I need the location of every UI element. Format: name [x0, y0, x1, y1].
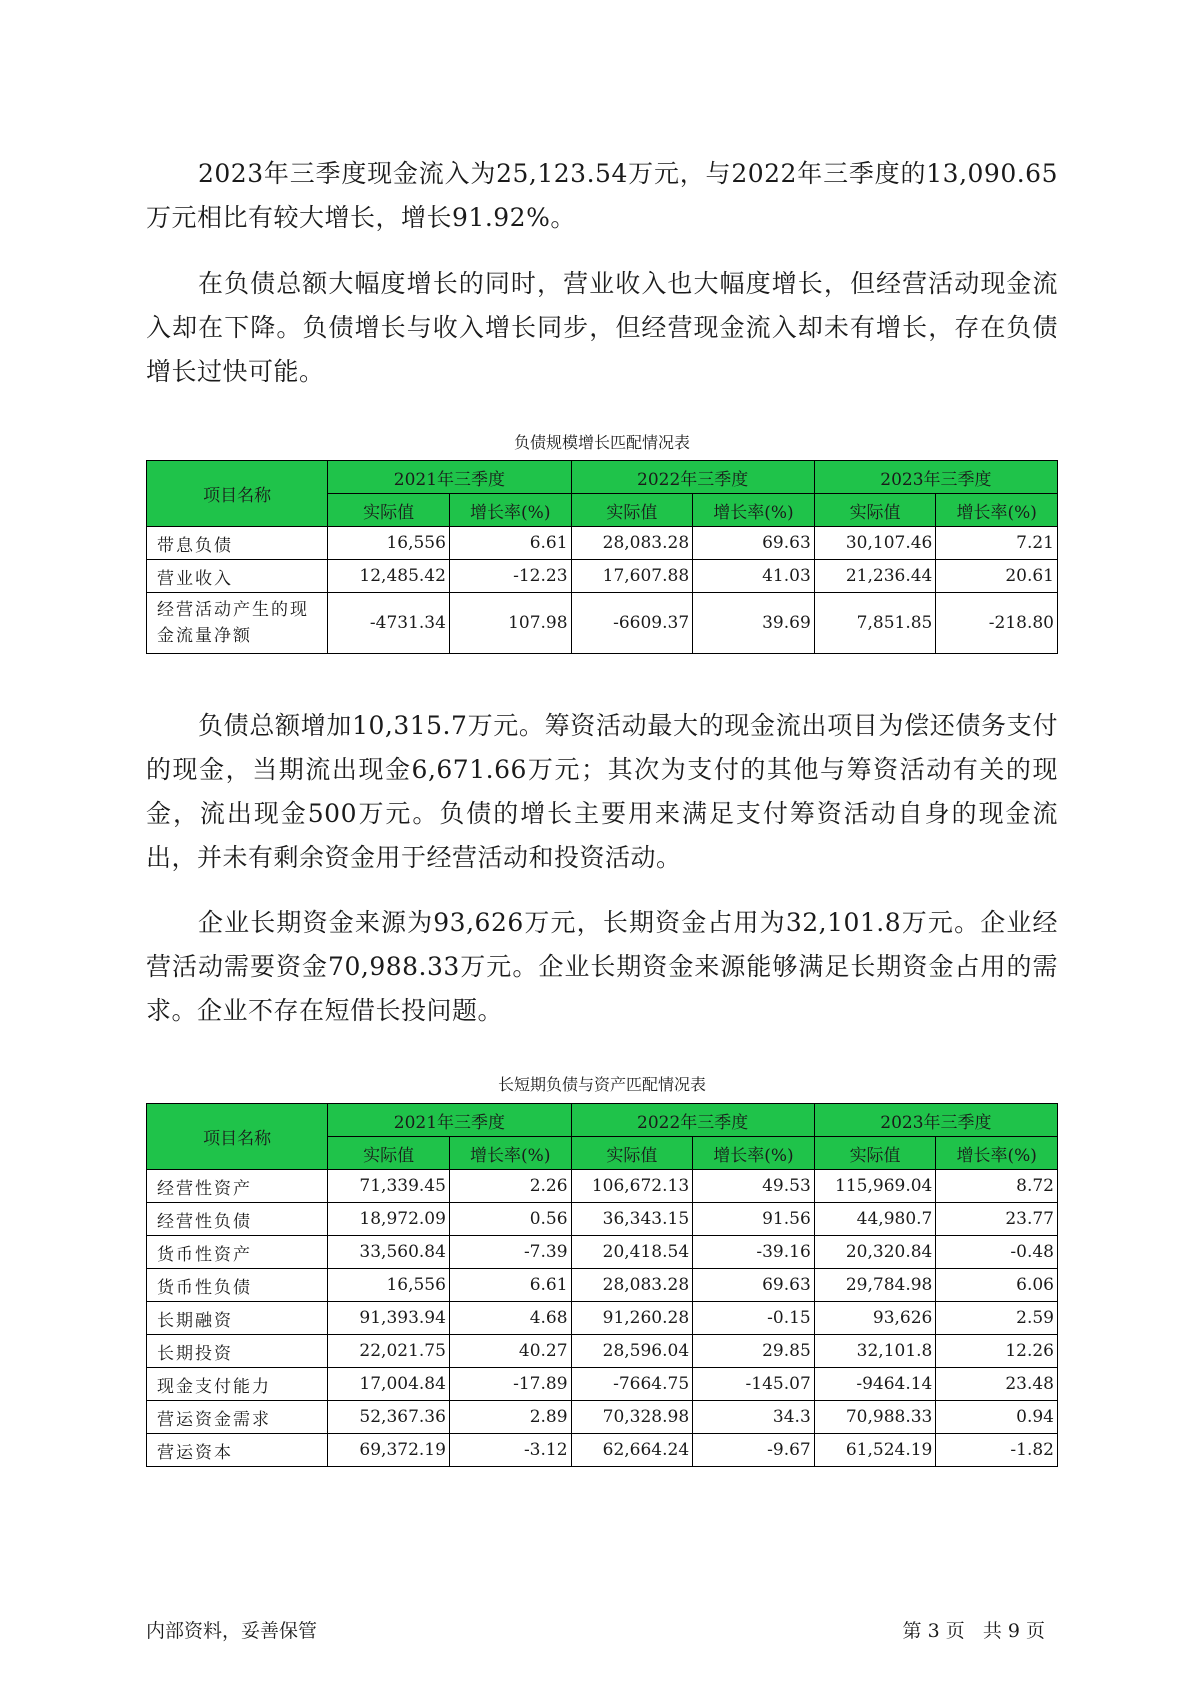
table-row [147, 1269, 1058, 1302]
row-label: 经营性资产 [147, 1170, 328, 1203]
row-label: 经营性负债 [147, 1203, 328, 1236]
actual-header: 实际值 [328, 1137, 450, 1170]
row-label: 长期投资 [147, 1335, 328, 1368]
table-cell: -0.15 [693, 1302, 815, 1335]
table-cell: 70,328.98 [571, 1401, 693, 1434]
table-row [147, 1335, 1058, 1368]
row-label: 营运资金需求 [147, 1401, 328, 1434]
table-row [147, 593, 1058, 654]
table-cell: -218.80 [936, 593, 1058, 654]
table-cell: 106,672.13 [571, 1170, 693, 1203]
table-cell: 16,556 [328, 527, 450, 560]
table-cell: 6.06 [936, 1269, 1058, 1302]
table-cell: 28,083.28 [571, 1269, 693, 1302]
table-cell: -6609.37 [571, 593, 693, 654]
table-cell: 20,418.54 [571, 1236, 693, 1269]
growth-header: 增长率(%) [693, 494, 815, 527]
paragraph-debt-growth: 在负债总额大幅度增长的同时，营业收入也大幅度增长，但经营活动现金流入却在下降。负债增长与收入增长同步，但经营现金流入却未有增长，存在负债增长过快可能。 [146, 269, 1058, 386]
row-label: 带息负债 [147, 527, 328, 560]
table-cell: 29.85 [693, 1335, 815, 1368]
table-cell: -4731.34 [328, 593, 450, 654]
period-header-2022: 2022年三季度 [571, 1104, 814, 1137]
table-cell: 69.63 [693, 1269, 815, 1302]
actual-header: 实际值 [814, 1137, 936, 1170]
table-cell: 8.72 [936, 1170, 1058, 1203]
table-cell: 29,784.98 [814, 1269, 936, 1302]
item-name-header: 项目名称 [147, 1104, 328, 1170]
table-cell: 69,372.19 [328, 1434, 450, 1467]
actual-header: 实际值 [571, 494, 693, 527]
table-cell: 23.77 [936, 1203, 1058, 1236]
table-cell: 7,851.85 [814, 593, 936, 654]
table-cell: 33,560.84 [328, 1236, 450, 1269]
table-cell: 21,236.44 [814, 560, 936, 593]
table-cell: 70,988.33 [814, 1401, 936, 1434]
table-cell: 7.21 [936, 527, 1058, 560]
table-cell: 18,972.09 [328, 1203, 450, 1236]
actual-header: 实际值 [814, 494, 936, 527]
table-cell: -9.67 [693, 1434, 815, 1467]
table-cell: 30,107.46 [814, 527, 936, 560]
table-cell: 6.61 [449, 1269, 571, 1302]
table-cell: 2.89 [449, 1401, 571, 1434]
table-cell: 36,343.15 [571, 1203, 693, 1236]
table2-caption: 长短期负债与资产匹配情况表 [497, 1075, 706, 1094]
table-cell: 12.26 [936, 1335, 1058, 1368]
table-cell: 49.53 [693, 1170, 815, 1203]
table-cell: -1.82 [936, 1434, 1058, 1467]
table-cell: -0.48 [936, 1236, 1058, 1269]
table-cell: 91,260.28 [571, 1302, 693, 1335]
paragraph-long-term-funds: 企业长期资金来源为93,626万元，长期资金占用为32,101.8万元。企业经营活动需要资金70,988.33万元。企业长期资金来源能够满足长期资金占用的需求。企业不存在短借长投问题。 [146, 908, 1058, 1025]
growth-header: 增长率(%) [449, 1137, 571, 1170]
table-cell: 69.63 [693, 527, 815, 560]
table-cell: -39.16 [693, 1236, 815, 1269]
period-header-2021: 2021年三季度 [328, 1104, 571, 1137]
period-header-2022: 2022年三季度 [571, 461, 814, 494]
table-cell: 23.48 [936, 1368, 1058, 1401]
table-row [147, 560, 1058, 593]
table-cell: -145.07 [693, 1368, 815, 1401]
table-cell: 61,524.19 [814, 1434, 936, 1467]
paragraph-debt-total: 负债总额增加10,315.7万元。筹资活动最大的现金流出项目为偿还债务支付的现金，当期流出现金6,671.66万元；其次为支付的其他与筹资活动有关的现金，流出现金500万元。负债的增长主要用来满足支付筹资活动自身的现金流出，并未有剩余资金用于经营活动和投资活动。 [146, 711, 1058, 872]
table-cell: 39.69 [693, 593, 815, 654]
period-header-2021: 2021年三季度 [328, 461, 571, 494]
table-cell: 32,101.8 [814, 1335, 936, 1368]
table-cell: 0.94 [936, 1401, 1058, 1434]
table-cell: 17,004.84 [328, 1368, 450, 1401]
table-cell: 4.68 [449, 1302, 571, 1335]
asset-liability-table [146, 1103, 1058, 1467]
growth-header: 增长率(%) [693, 1137, 815, 1170]
table-cell: 20.61 [936, 560, 1058, 593]
table-row [147, 1302, 1058, 1335]
table-cell: 28,596.04 [571, 1335, 693, 1368]
table-cell: 107.98 [449, 593, 571, 654]
table-cell: 2.26 [449, 1170, 571, 1203]
footer-page-number: 第 3 页 共 9 页 [902, 1620, 1045, 1642]
footer-confidential-note: 内部资料，妥善保管 [146, 1620, 318, 1642]
row-label: 营业收入 [147, 560, 328, 593]
table-cell: 2.59 [936, 1302, 1058, 1335]
debt-scale-table [146, 460, 1058, 654]
table-cell: -7.39 [449, 1236, 571, 1269]
table-cell: 6.61 [449, 527, 571, 560]
paragraph-cash-inflow: 2023年三季度现金流入为25,123.54万元，与2022年三季度的13,090.65万元相比有较大增长，增长91.92%。 [146, 159, 1058, 232]
table-row [147, 527, 1058, 560]
table-cell: 40.27 [449, 1335, 571, 1368]
table-row [147, 1401, 1058, 1434]
table-cell: 44,980.7 [814, 1203, 936, 1236]
actual-header: 实际值 [571, 1137, 693, 1170]
table-row [147, 1236, 1058, 1269]
table-cell: -12.23 [449, 560, 571, 593]
table-cell: -7664.75 [571, 1368, 693, 1401]
table-cell: 17,607.88 [571, 560, 693, 593]
actual-header: 实际值 [328, 494, 450, 527]
item-name-header: 项目名称 [147, 461, 328, 527]
table-cell: 91,393.94 [328, 1302, 450, 1335]
table-cell: -3.12 [449, 1434, 571, 1467]
growth-header: 增长率(%) [449, 494, 571, 527]
period-header-2023: 2023年三季度 [814, 461, 1057, 494]
row-label: 现金支付能力 [147, 1368, 328, 1401]
table-cell: 28,083.28 [571, 527, 693, 560]
table-cell: 62,664.24 [571, 1434, 693, 1467]
row-label: 长期融资 [147, 1302, 328, 1335]
table-cell: -17.89 [449, 1368, 571, 1401]
table-cell: 41.03 [693, 560, 815, 593]
row-label: 货币性负债 [147, 1269, 328, 1302]
table-cell: 115,969.04 [814, 1170, 936, 1203]
table-cell: 34.3 [693, 1401, 815, 1434]
growth-header: 增长率(%) [936, 1137, 1058, 1170]
table-row [147, 1368, 1058, 1401]
table-row [147, 1170, 1058, 1203]
row-label: 经营活动产生的现金流量净额 [147, 593, 328, 654]
table1-caption: 负债规模增长匹配情况表 [513, 433, 690, 452]
table-cell: 0.56 [449, 1203, 571, 1236]
period-header-2023: 2023年三季度 [814, 1104, 1057, 1137]
row-label: 营运资本 [147, 1434, 328, 1467]
table-cell: 20,320.84 [814, 1236, 936, 1269]
table-cell: 93,626 [814, 1302, 936, 1335]
table-cell: 71,339.45 [328, 1170, 450, 1203]
row-label: 货币性资产 [147, 1236, 328, 1269]
table-row [147, 1434, 1058, 1467]
table-cell: -9464.14 [814, 1368, 936, 1401]
table-cell: 91.56 [693, 1203, 815, 1236]
table-cell: 52,367.36 [328, 1401, 450, 1434]
table-row [147, 1203, 1058, 1236]
table-cell: 22,021.75 [328, 1335, 450, 1368]
table-cell: 16,556 [328, 1269, 450, 1302]
table-cell: 12,485.42 [328, 560, 450, 593]
growth-header: 增长率(%) [936, 494, 1058, 527]
